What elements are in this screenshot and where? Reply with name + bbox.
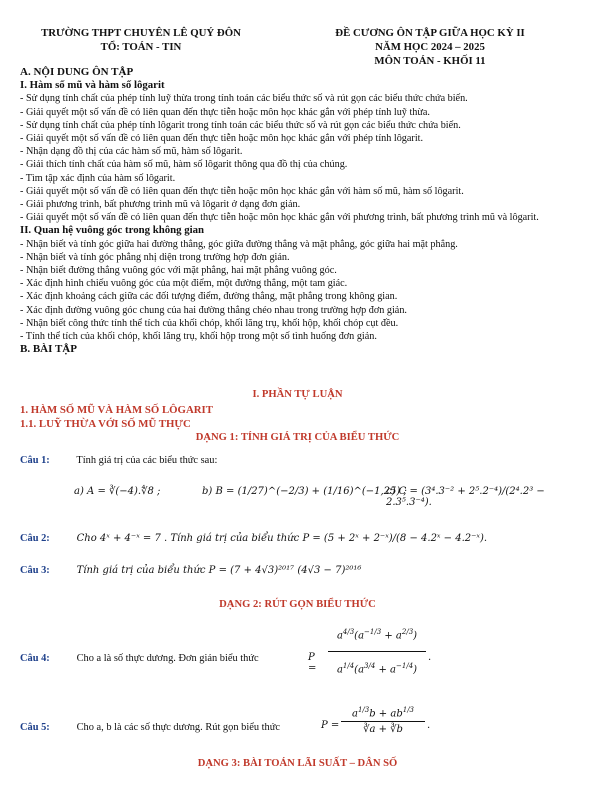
list-item: - Sử dụng tính chất của phép tính lôgarit trong tính toán các biểu thức số và rút gọn các biểu thức chứa biến. [20, 119, 461, 131]
part-b: b) B = (1/27)^(−2/3) + (1/16)^(−1,25) ; [202, 486, 407, 497]
school-year: NĂM HỌC 2024 – 2025 [375, 41, 485, 53]
subject-grade: MÔN TOÁN - KHỐI 11 [374, 55, 486, 67]
part-c: c) C = (3⁴.3⁻² + 2⁵.2⁻⁴)/(2⁴.2³ − 2.3⁵.3⁻⁴). [386, 486, 545, 508]
list-item: - Nhận biết đường thẳng vuông góc với mặt phẳng, hai mặt phẳng vuông góc. [20, 265, 337, 277]
question-text: Tính giá trị của biểu thức P = (7 + 4√3)²⁰¹⁷ (4√3 − 7)²⁰¹⁶ [76, 565, 362, 576]
question-text: Cho a là số thực dương. Đơn giản biểu thức [76, 653, 259, 664]
dang3-title: DẠNG 3: BÀI TOÁN LÃI SUẤT – DÂN SỐ [197, 758, 398, 769]
question-4 [20, 653, 580, 664]
part2-title: II. Quan hệ vuông góc trong không gian [20, 224, 205, 237]
question-label: Câu 2: [20, 533, 50, 544]
department-name: TỔ: TOÁN - TIN [100, 41, 182, 53]
question-5 [20, 722, 580, 733]
part-title: I. PHẦN TỰ LUẬN [252, 389, 343, 400]
list-item: - Giải phương trình, bất phương trình mũ và lôgarit ở dạng đơn giản. [20, 199, 301, 211]
dang2-title: DẠNG 2: RÚT GỌN BIỂU THỨC [219, 599, 376, 610]
question-label: Câu 4: [20, 653, 50, 664]
chapter-title: 1. HÀM SỐ MŨ VÀ HÀM SỐ LÔGARIT [20, 404, 213, 416]
part1-title: I. Hàm số mũ và hàm số lôgarit [20, 79, 165, 92]
list-item: - Nhận biết và tính góc giữa hai đường thẳng, góc giữa đường thẳng và mặt phẳng, góc giữa hai mặt phẳng. [20, 238, 458, 250]
exam-title: ĐỀ CƯƠNG ÔN TẬP GIỮA HỌC KỲ II [335, 27, 525, 39]
question-text: Cho a, b là các số thực dương. Rút gọn biểu thức [76, 722, 280, 733]
section-a [20, 66, 580, 356]
dang1-title: DẠNG 1: TÍNH GIÁ TRỊ CỦA BIỂU THỨC [195, 432, 400, 443]
question-label: Câu 1: [20, 455, 50, 466]
section-a-title: A. NỘI DUNG ÔN TẬP [20, 66, 134, 78]
list-item: - Xác định đường vuông góc chung của hai đường thẳng chéo nhau trong trường hợp đơn giản. [20, 304, 407, 316]
question-label: Câu 5: [20, 722, 50, 733]
list-item: - Giải quyết một số vấn đề có liên quan đến thực tiễn hoặc môn học khác gắn với phép tính lôgarit. [20, 133, 424, 145]
question-text: Cho 4ˣ + 4⁻ˣ = 7 . Tính giá trị của biểu thức P = (5 + 2ˣ + 2⁻ˣ)/(8 − 4.2ˣ − 4.2⁻ˣ). [76, 533, 488, 544]
list-item: - Giải thích tính chất của hàm số mũ, hàm số lôgarit thông qua đồ thị của chúng. [20, 159, 348, 171]
list-item: - Sử dụng tính chất của phép tính luỹ thừa trong tính toán các biểu thức số và rút gọn các biểu thức chứa biến. [20, 93, 468, 105]
list-item: - Giải quyết một số vấn đề có liên quan đến thực tiễn hoặc môn học khác gắn với phương trình, bất phương trình mũ và lôgarit. [20, 212, 539, 224]
school-name: TRƯỜNG THPT CHUYÊN LÊ QUÝ ĐÔN [41, 27, 241, 39]
list-item: - Nhận dạng đồ thị của các hàm số mũ, hàm số lôgarit. [20, 146, 243, 158]
list-item: - Tính thể tích của khối chóp, khối lăng trụ, khối hộp trong một số tình huống đơn giản. [20, 331, 377, 343]
part-a: a) A = ∛(−4).∜8 ; [74, 486, 161, 497]
list-item: - Nhận biết và tính góc phẳng nhị diện trong trường hợp đơn giản. [20, 251, 290, 263]
question-3 [20, 565, 580, 576]
document-header [0, 26, 595, 70]
school-block [16, 26, 266, 54]
list-item: - Xác định khoảng cách giữa các đối tượng điểm, đường thẳng, mặt phẳng trong không gian. [20, 291, 398, 303]
question-label: Câu 3: [20, 565, 50, 576]
section-b-title: B. BÀI TẬP [20, 343, 77, 356]
list-item: - Nhận biết công thức tính thể tích của khối chóp, khối lăng trụ, khối hộp, khối chóp cụt đều. [20, 317, 399, 329]
subchapter-title: 1.1. LUỸ THỪA VỚI SỐ MŨ THỰC [20, 418, 191, 430]
question-text: Tính giá trị của các biểu thức sau: [76, 455, 218, 466]
question-1 [20, 455, 580, 466]
list-item: - Giải quyết một số vấn đề có liên quan đến thực tiễn hoặc môn học khác gắn với hàm số mũ, hàm số lôgarit. [20, 185, 464, 197]
question-2 [20, 533, 580, 544]
exam-block [300, 26, 560, 68]
list-item: - Xác định hình chiếu vuông góc của một điểm, một đường thẳng, một tam giác. [20, 278, 348, 290]
list-item: - Giải quyết một số vấn đề có liên quan đến thực tiễn hoặc môn học khác gắn với phép tính luỹ thừa. [20, 106, 430, 118]
list-item: - Tìm tập xác định của hàm số lôgarit. [20, 172, 176, 184]
